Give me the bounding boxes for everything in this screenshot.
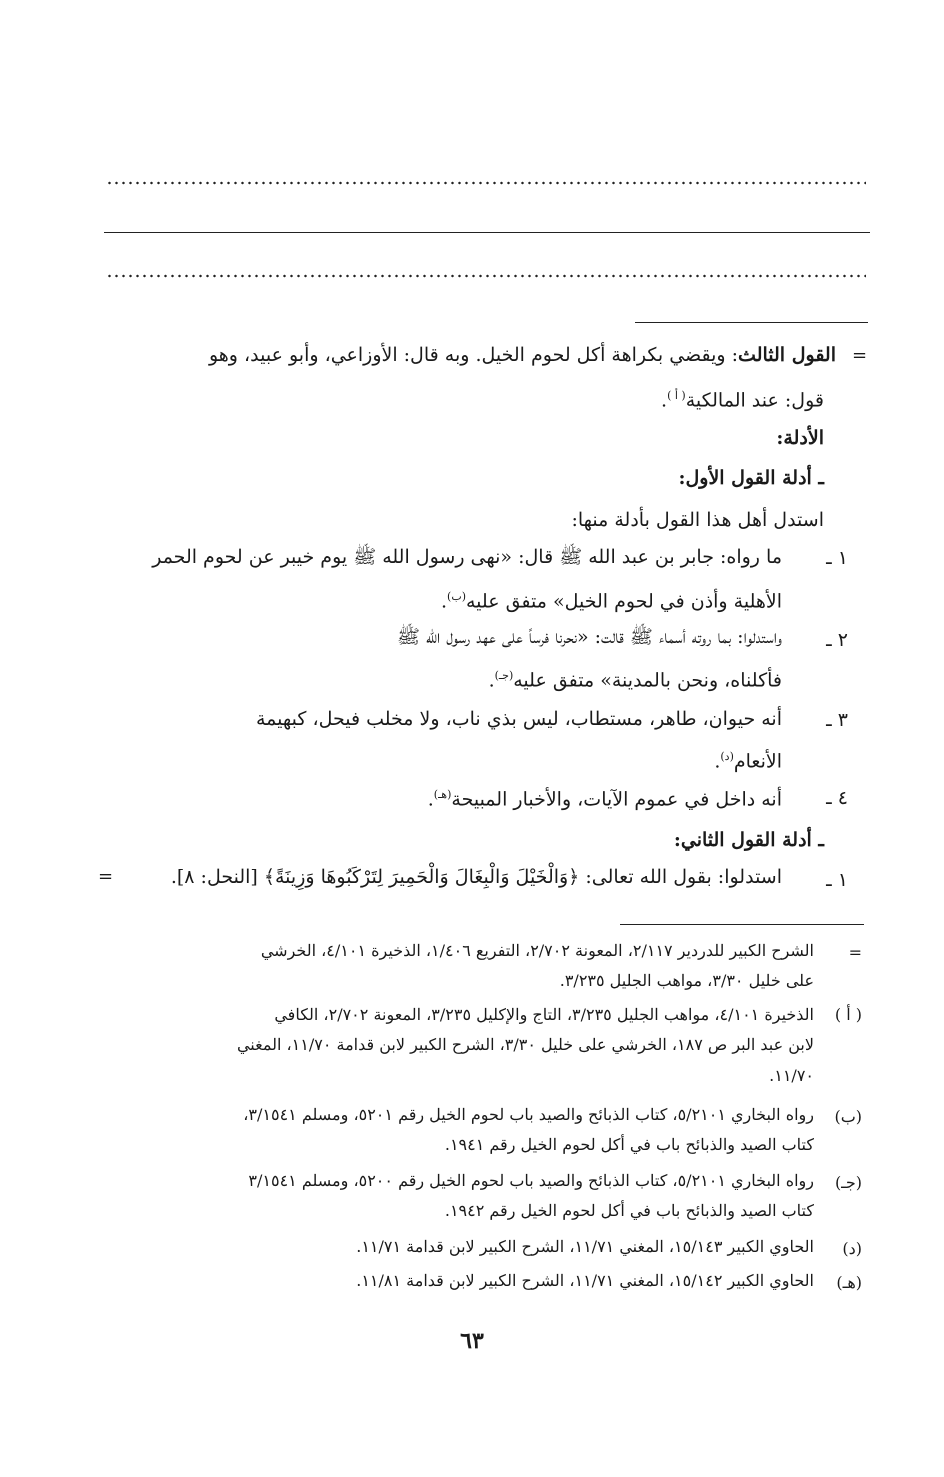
footnote-ref-dal: (د) — [720, 750, 734, 763]
footnote-a-line3: ١١/٧٠. — [769, 1066, 814, 1085]
footnote-a-label: ( أ ) — [834, 1005, 862, 1024]
third-opinion-text: : ويقضي بكراهة أكل لحوم الخيل. وبه قال: الأوزاعي، وأبو عبيد، وهو — [208, 344, 739, 366]
paragraph-third-opinion-line1 — [100, 340, 836, 370]
item-4-line1 — [60, 780, 782, 814]
footnote-dal-line1: الحاوي الكبير ١٥/١٤٣، المغني ١١/٧١، الشرح الكبير لابن قدامة ١١/٧١. — [356, 1237, 814, 1256]
third-opinion-label: القول الثالث — [738, 344, 836, 366]
footnote-b-label: (ب) — [834, 1107, 862, 1126]
second-item-1-number: ١ ـ — [826, 869, 848, 891]
item-2-text: فأكلناه، ونحن بالمدينة» متفق عليه — [513, 669, 782, 692]
continuation-mark-top: = — [852, 345, 868, 366]
dotted-line-top — [106, 180, 866, 186]
item-3-number: ٣ ـ — [826, 709, 848, 731]
period: . — [488, 669, 495, 692]
period: . — [427, 788, 434, 811]
third-opinion-text-cont: قول: عند المالكية — [685, 389, 824, 412]
second-opinion-heading: ـ أدلة القول الثاني: — [673, 829, 824, 851]
paragraph-third-opinion-line2 — [60, 381, 824, 415]
dotted-line-bottom — [106, 273, 866, 279]
short-rule — [635, 322, 868, 323]
item-2-line1: واستدلوا: بما روته أسماء ﷺ قالت: «نحرنا فرساً على عهد رسول الله ﷺ — [396, 626, 782, 648]
footnote-ha-label: (هـ) — [836, 1273, 862, 1292]
footnote-jim-label: (جـ) — [834, 1173, 862, 1192]
footnote-ref-ha: (هـ) — [433, 788, 452, 801]
footnote-b-line2: كتاب الصيد والذبائح باب في أكل لحوم الخيل رقم ١٩٤١. — [444, 1135, 814, 1154]
footnote-jim-line2: كتاب الصيد والذبائح باب في أكل لحوم الخيل رقم ١٩٤٢. — [444, 1201, 814, 1220]
footnote-separator — [620, 924, 864, 925]
footnote-a-line1: الذخيرة ٤/١٠١، مواهب الجليل ٣/٢٣٥، التاج والإكليل ٣/٢٣٥، المعونة ٢/٧٠٢، الكافي — [274, 1005, 814, 1024]
second-item-1-text: استدلوا: بقول الله تعالى: ﴿وَالْخَيْلَ وَالْبِغَالَ وَالْحَمِيرَ لِتَرْكَبُوهَا وَزِينَةً﴾ [النحل: ٨]. — [170, 866, 782, 888]
item-3-text: الأنعام — [733, 750, 782, 773]
item-4-text: أنه داخل في عموم الآيات، والأخبار المبيحة — [451, 788, 782, 811]
item-4-number: ٤ ـ — [826, 787, 848, 809]
item-3-line1: أنه حيوان، طاهر، مستطاب، ليس بذي ناب، ولا مخلب فيحل، كبهيمة — [255, 708, 782, 730]
page-number: ٦٣ — [460, 1328, 484, 1354]
item-1-line2 — [60, 582, 782, 616]
continuation-mark-bottom: = — [98, 866, 114, 887]
first-opinion-heading: ـ أدلة القول الأول: — [678, 467, 824, 489]
footnote-continuation-line1: الشرح الكبير للدردير ٢/١١٧، المعونة ٢/٧٠٢، التفريع ١/٤٠٦، الذخيرة ٤/١٠١، الخرشي — [260, 941, 814, 960]
period: . — [661, 389, 668, 412]
footnote-ha-line1: الحاوي الكبير ١٥/١٤٢، المغني ١١/٧١، الشرح الكبير لابن قدامة ١١/٨١. — [356, 1271, 814, 1290]
evidence-heading: الأدلة: — [776, 427, 824, 449]
footnote-ref-b: (ب) — [447, 590, 466, 603]
period: . — [441, 590, 448, 613]
item-3-line2 — [60, 742, 782, 776]
footnote-jim-line1: رواه البخاري ٥/٢١٠١، كتاب الذبائح والصيد باب لحوم الخيل رقم ٥٢٠٠، ومسلم ٣/١٥٤١ — [248, 1171, 814, 1190]
item-1-line1: ما رواه: جابر بن عبد الله ﷺ قال: «نهى رسول الله ﷺ يوم خيبر عن لحوم الحمر — [152, 546, 782, 568]
footnote-ref-a: ( أ ) — [667, 389, 686, 402]
period: . — [714, 750, 721, 773]
footnote-a-line2: لابن عبد البر ص ١٨٧، الخرشي على خليل ٣/٣٠، الشرح الكبير لابن قدامة ١١/٧٠، المغني — [236, 1035, 814, 1054]
item-2-line2 — [60, 661, 782, 695]
footnote-continuation-label: = — [848, 943, 862, 962]
separator-rule — [104, 232, 870, 233]
item-2-number: ٢ ـ — [826, 629, 848, 651]
footnote-dal-label: (د) — [842, 1239, 862, 1258]
footnote-b-line1: رواه البخاري ٥/٢١٠١، كتاب الذبائح والصيد باب لحوم الخيل رقم ٥٢٠١، ومسلم ٣/١٥٤١، — [243, 1105, 814, 1124]
first-opinion-intro: استدل أهل هذا القول بأدلة منها: — [571, 509, 824, 531]
footnote-ref-jim: (جـ) — [494, 669, 514, 682]
item-1-number: ١ ـ — [826, 547, 848, 569]
item-1-text: الأهلية وأذن في لحوم الخيل» متفق عليه — [466, 590, 782, 613]
footnote-continuation-line2: على خليل ٣/٣٠، مواهب الجليل ٣/٢٣٥. — [559, 971, 814, 990]
